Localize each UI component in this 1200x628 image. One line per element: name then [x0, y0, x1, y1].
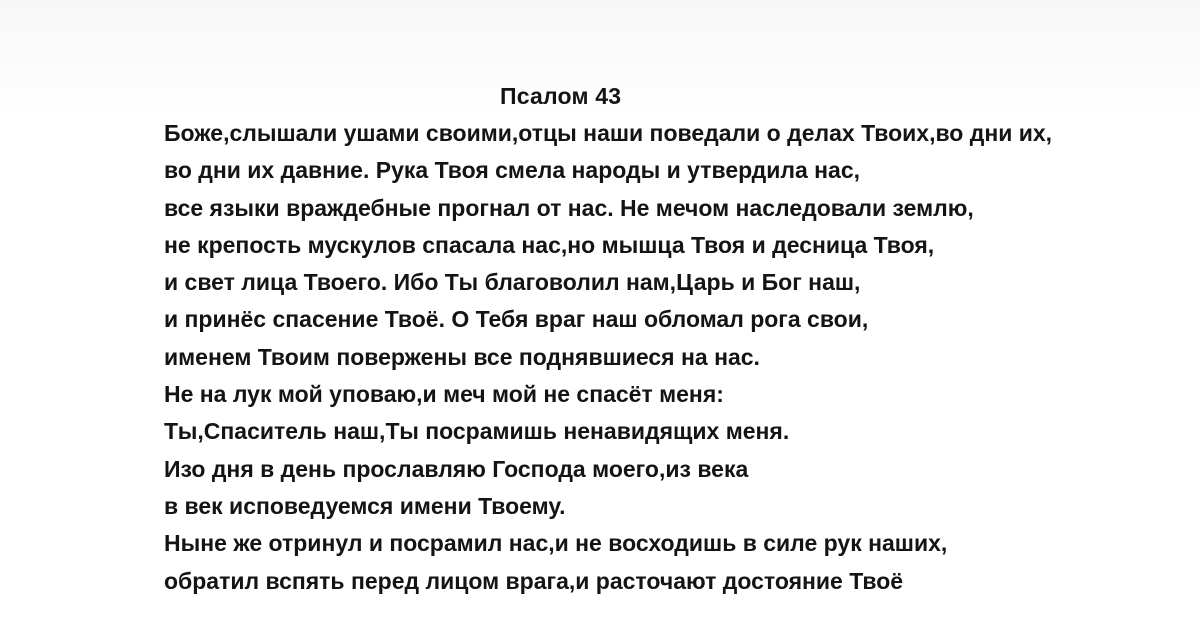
text-line: Ты,Спаситель наш,Ты посрамишь ненавидящих меня. — [164, 418, 790, 445]
text-line: Ныне же отринул и посрамил нас,и не восходишь в силе рук наших, — [164, 530, 948, 557]
text-line: Не на лук мой уповаю,и меч мой не спасёт меня: — [164, 381, 724, 408]
page-title: Псалом 43 — [500, 83, 622, 109]
text-line: обратил вспять перед лицом врага,и расточают достояние Твоё — [164, 567, 904, 594]
text-line: не крепость мускулов спасала нас,но мышца Твоя и десница Твоя, — [164, 231, 935, 258]
text-line: Изо дня в день прославляю Господа моего,из века — [164, 455, 749, 482]
text-line: во дни их давние. Рука Твоя смела народы и утвердила нас, — [164, 157, 861, 184]
text-line: в век исповедуемся имени Твоему. — [164, 492, 566, 519]
text-line: Боже,слышали ушами своими,отцы наши поведали о делах Твоих,во дни их, — [164, 120, 1053, 146]
text-line: все языки враждебные прогнал от нас. Не мечом наследовали землю, — [164, 194, 974, 221]
text-line: именем Твоим повержены все поднявшиеся на нас. — [164, 343, 760, 370]
psalm-text — [164, 115, 1184, 600]
text-line: и свет лица Твоего. Ибо Ты благоволил нам,Царь и Бог наш, — [164, 269, 861, 296]
text-line: и принёс спасение Твоё. О Тебя враг наш обломал рога свои, — [164, 306, 869, 333]
